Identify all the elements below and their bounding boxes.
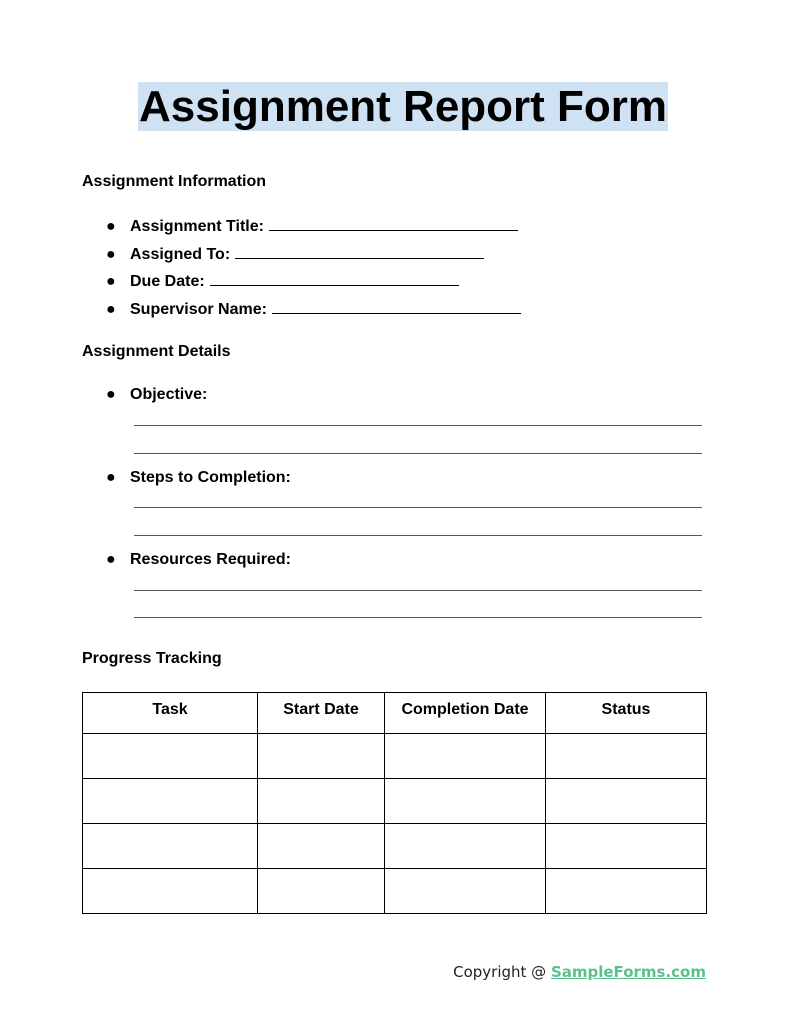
bullet-icon: ● (106, 301, 116, 318)
field-label: Due Date: (130, 273, 205, 290)
table-cell[interactable] (83, 779, 258, 824)
progress-table (82, 692, 707, 914)
footer-copyright (453, 963, 706, 981)
section-heading-details: Assignment Details (82, 343, 231, 360)
blank-line[interactable] (272, 299, 521, 314)
field-resources (106, 551, 291, 569)
sampleforms-link[interactable]: SampleForms.com (550, 963, 706, 981)
table-cell[interactable] (546, 779, 707, 824)
objective-line-2[interactable] (134, 453, 702, 454)
field-label: Assignment Title: (130, 218, 264, 235)
table-row (83, 734, 707, 779)
column-header-start-date: Start Date (258, 693, 385, 734)
table-cell[interactable] (258, 869, 385, 914)
field-label: Resources Required: (130, 551, 291, 568)
table-row (83, 824, 707, 869)
field-label: Supervisor Name: (130, 301, 267, 318)
page-title: Assignment Report Form (139, 82, 668, 131)
table-cell[interactable] (385, 734, 546, 779)
table-cell[interactable] (546, 869, 707, 914)
bullet-icon: ● (106, 551, 116, 568)
resources-line-2[interactable] (134, 617, 702, 618)
table-row (83, 779, 707, 824)
table-cell[interactable] (258, 779, 385, 824)
blank-line[interactable] (235, 244, 484, 259)
field-label: Steps to Completion: (130, 469, 291, 486)
table-header-row (83, 693, 707, 734)
bullet-icon: ● (106, 273, 116, 290)
table-cell[interactable] (83, 824, 258, 869)
field-supervisor-name[interactable] (106, 299, 521, 319)
bullet-icon: ● (106, 469, 116, 486)
table-cell[interactable] (385, 824, 546, 869)
section-heading-progress: Progress Tracking (82, 650, 222, 667)
blank-line[interactable] (269, 216, 518, 231)
steps-line-1[interactable] (134, 507, 702, 508)
field-objective (106, 386, 207, 404)
blank-line[interactable] (210, 271, 459, 286)
resources-line-1[interactable] (134, 590, 702, 591)
copyright-text: Copyright @ (453, 963, 551, 981)
table-cell[interactable] (83, 869, 258, 914)
table-cell[interactable] (258, 824, 385, 869)
section-heading-info: Assignment Information (82, 173, 267, 190)
field-steps (106, 469, 291, 487)
field-due-date[interactable] (106, 271, 459, 291)
bullet-icon: ● (106, 218, 116, 235)
field-assigned-to[interactable] (106, 244, 484, 264)
table-cell[interactable] (385, 869, 546, 914)
table-cell[interactable] (385, 779, 546, 824)
table-cell[interactable] (83, 734, 258, 779)
field-label: Assigned To: (130, 246, 231, 263)
objective-line-1[interactable] (134, 425, 702, 426)
bullet-icon: ● (106, 386, 116, 403)
table-cell[interactable] (546, 734, 707, 779)
table-cell[interactable] (258, 734, 385, 779)
column-header-completion-date: Completion Date (385, 693, 546, 734)
table-row (83, 869, 707, 914)
field-assignment-title[interactable] (106, 216, 518, 236)
bullet-icon: ● (106, 246, 116, 263)
field-label: Objective: (130, 386, 208, 403)
column-header-status: Status (546, 693, 707, 734)
column-header-task: Task (83, 693, 258, 734)
steps-line-2[interactable] (134, 535, 702, 536)
table-cell[interactable] (546, 824, 707, 869)
